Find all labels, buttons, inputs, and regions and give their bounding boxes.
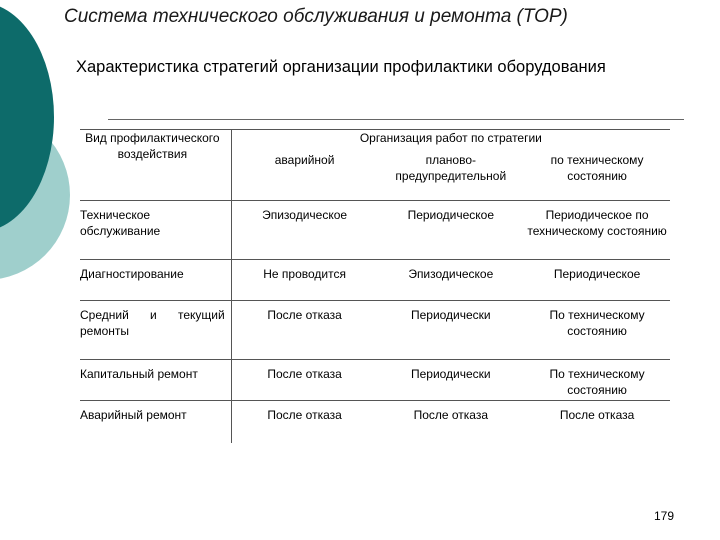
column-header: планово-предупредительной: [395, 153, 507, 183]
row-label: Аварийный ремонт: [80, 401, 231, 444]
table-row: [80, 301, 670, 360]
strategy-table: [80, 129, 670, 443]
row-label: Капитальный ремонт: [80, 360, 231, 401]
table-cell: После отказа: [377, 401, 524, 444]
table-row: [80, 401, 670, 444]
row-header-text: Вид профилактического воздействия: [85, 131, 220, 161]
table-cell: Периодически: [377, 301, 524, 360]
table-cell: После отказа: [231, 301, 377, 360]
table-cell: Периодическое: [524, 260, 670, 301]
row-label: Средний и текущий ремонты: [80, 301, 231, 360]
table-cell: После отказа: [524, 401, 670, 444]
table-cell: После отказа: [231, 401, 377, 444]
table-cell: Периодическое: [377, 201, 524, 260]
table-cell: Эпизодическое: [231, 201, 377, 260]
table-cell: Эпизодическое: [377, 260, 524, 301]
title-divider: [108, 119, 684, 120]
row-header-cell: [80, 130, 231, 201]
table-cell: По техническому состоянию: [524, 301, 670, 360]
table-row: [80, 360, 670, 401]
table-cell: После отказа: [231, 360, 377, 401]
table-row: [80, 260, 670, 301]
table-cell: Периодическое по техническому состоянию: [524, 201, 670, 260]
slide-header: Система технического обслуживания и ремонта (ТОР): [64, 6, 568, 27]
group-header-cell: [231, 130, 670, 147]
row-label: Техническое обслуживание: [80, 201, 231, 260]
table-header-row: [80, 130, 670, 147]
slide-title: Характеристика стратегий организации профилактики оборудования: [76, 58, 606, 76]
row-label: Диагностирование: [80, 260, 231, 301]
column-header: аварийной: [231, 146, 377, 201]
group-header-text: Организация работ по стратегии: [359, 131, 542, 145]
column-header: по техническому состоянию: [550, 153, 644, 183]
decorative-circles: [0, 0, 90, 300]
table-cell: Периодически: [377, 360, 524, 401]
page-number: 179: [654, 509, 675, 523]
table-row: [80, 201, 670, 260]
table-cell: По техническому состоянию: [524, 360, 670, 401]
table-cell: Не проводится: [231, 260, 377, 301]
